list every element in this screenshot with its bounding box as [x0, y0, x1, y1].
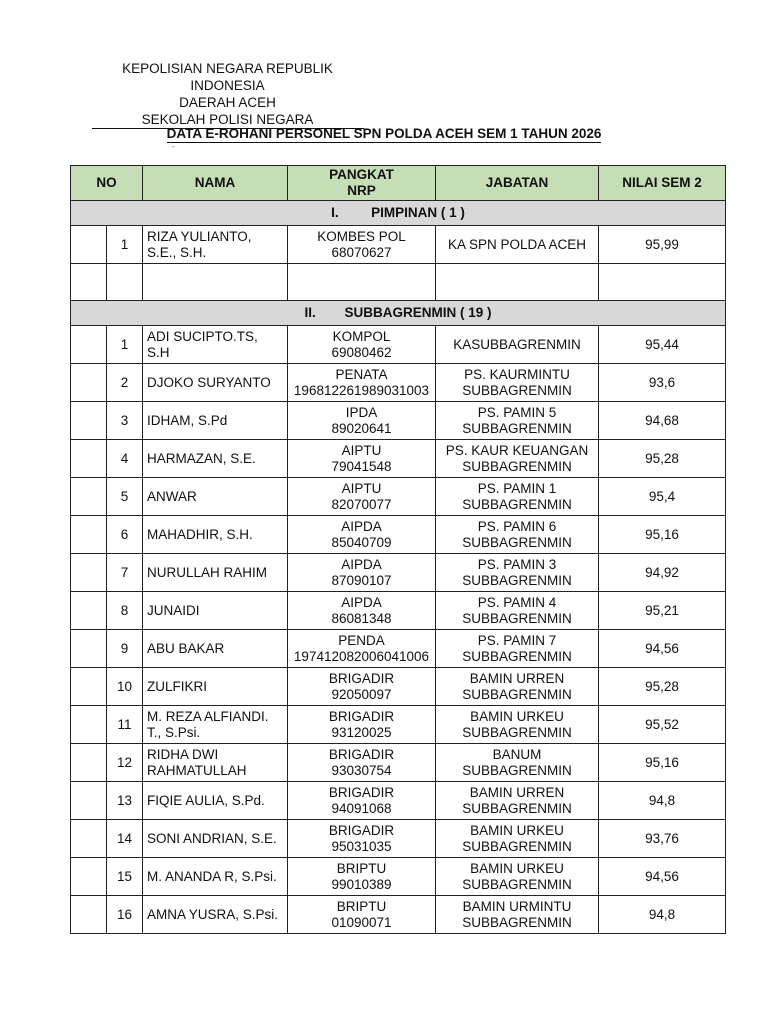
cell-indent: [71, 668, 107, 706]
table-row: [71, 782, 726, 820]
document-title: [0, 126, 768, 141]
table-row: [71, 896, 726, 934]
cell-jabatan-line-1: PS. KAUR KEUANGAN: [445, 442, 589, 458]
cell-nrp: 01090071: [331, 914, 392, 930]
document-title-text: DATA E-ROHANI PERSONEL SPN POLDA ACEH SEM 1 TAHUN 2026: [166, 126, 602, 141]
cell-nilai: 95,28: [599, 440, 726, 478]
cell-nama: ABU BAKAR: [143, 630, 288, 668]
table-row: [71, 554, 726, 592]
cell-no: 12: [107, 744, 143, 782]
cell-pangkat-nrp: [288, 706, 436, 744]
cell-nrp: 99010389: [331, 876, 392, 892]
cell-no: 4: [107, 440, 143, 478]
cell-nrp: 93120025: [331, 724, 392, 740]
cell-nrp: 92050097: [331, 686, 392, 702]
cell-jabatan: [436, 592, 599, 630]
cell-no: 2: [107, 364, 143, 402]
cell-nrp: 196812261989031003: [293, 382, 430, 398]
cell-jabatan-line-2: SUBBAGRENMIN: [462, 572, 572, 588]
cell-jabatan-line-2: SUBBAGRENMIN: [462, 496, 572, 512]
cell-jabatan-line-1: BAMIN URREN: [469, 784, 565, 800]
cell-pangkat: AIPDA: [341, 594, 382, 610]
cell-pangkat-nrp: [288, 326, 436, 364]
cell-jabatan-line-2: SUBBAGRENMIN: [462, 382, 572, 398]
cell-pangkat-nrp: [288, 516, 436, 554]
cell-jabatan-line-2: SUBBAGRENMIN: [462, 838, 572, 854]
cell-no: 14: [107, 820, 143, 858]
cell-jabatan: [436, 440, 599, 478]
section-label: PIMPINAN ( 1 ): [371, 205, 465, 220]
cell-jabatan-line-2: SUBBAGRENMIN: [462, 800, 572, 816]
cell-jabatan-line-2: SUBBAGRENMIN: [462, 534, 572, 550]
cell-indent: [71, 592, 107, 630]
cell-nilai: 94,8: [599, 782, 726, 820]
cell-nama: MAHADHIR, S.H.: [143, 516, 288, 554]
table-row: [71, 668, 726, 706]
cell-nama: NURULLAH RAHIM: [143, 554, 288, 592]
table-row: [71, 516, 726, 554]
cell-no: 6: [107, 516, 143, 554]
personnel-table: [70, 165, 726, 934]
table-row: [71, 744, 726, 782]
blank-cell: [599, 264, 726, 301]
cell-indent: [71, 706, 107, 744]
cell-indent: [71, 516, 107, 554]
cell-no: 1: [107, 326, 143, 364]
cell-nrp: 69080462: [331, 344, 392, 360]
cell-nilai: 94,56: [599, 630, 726, 668]
cell-nilai: 95,21: [599, 592, 726, 630]
cell-jabatan-line-2: SUBBAGRENMIN: [462, 876, 572, 892]
cell-no: 3: [107, 402, 143, 440]
blank-cell: [288, 264, 436, 301]
cell-jabatan-line-2: SUBBAGRENMIN: [462, 420, 572, 436]
cell-pangkat: BRIGADIR: [328, 746, 395, 762]
header-nilai: NILAI SEM 2: [599, 166, 726, 201]
cell-nrp: 89020641: [331, 420, 392, 436]
section-label: SUBBAGRENMIN ( 19 ): [344, 305, 492, 320]
table-body: [71, 201, 726, 934]
cell-jabatan: [436, 782, 599, 820]
table-row: [71, 858, 726, 896]
cell-nama: JUNAIDI: [143, 592, 288, 630]
cell-nama: M. REZA ALFIANDI. T., S.Psi.: [143, 706, 288, 744]
cell-indent: [71, 630, 107, 668]
cell-jabatan: [436, 896, 599, 934]
cell-pangkat: BRIGADIR: [328, 708, 395, 724]
cell-jabatan-line-1: PS. PAMIN 3: [477, 556, 557, 572]
cell-pangkat: AIPDA: [341, 556, 382, 572]
cell-nama: FIQIE AULIA, S.Pd.: [143, 782, 288, 820]
cell-nama: DJOKO SURYANTO: [143, 364, 288, 402]
blank-row: [71, 264, 726, 301]
cell-jabatan-line-2: SUBBAGRENMIN: [462, 762, 572, 778]
cell-no: 16: [107, 896, 143, 934]
cell-jabatan-line-1: PS. KAURMINTU: [464, 366, 570, 382]
cell-nrp: 94091068: [331, 800, 392, 816]
table-header-row: [71, 166, 726, 201]
cell-jabatan-line-1: BAMIN URKEU: [470, 860, 564, 876]
cell-indent: [71, 440, 107, 478]
cell-indent: [71, 326, 107, 364]
table-row: [71, 630, 726, 668]
cell-jabatan: [436, 554, 599, 592]
cell-indent: [71, 858, 107, 896]
cell-pangkat: PENATA: [335, 366, 388, 382]
stray-mark: -: [172, 142, 175, 151]
cell-nama: RIZA YULIANTO, S.E., S.H.: [143, 226, 288, 264]
cell-pangkat-nrp: [288, 668, 436, 706]
cell-indent: [71, 554, 107, 592]
cell-jabatan-line-1: PS. PAMIN 7: [477, 632, 557, 648]
header-no: NO: [71, 166, 143, 201]
cell-jabatan-line-1: BAMIN URKEU: [470, 708, 564, 724]
table-row: [71, 226, 726, 264]
cell-jabatan-line-2: SUBBAGRENMIN: [462, 648, 572, 664]
cell-pangkat: IPDA: [345, 404, 378, 420]
cell-pangkat-nrp: [288, 440, 436, 478]
cell-jabatan-line-1: KASUBBAGRENMIN: [453, 336, 581, 352]
cell-nilai: 95,44: [599, 326, 726, 364]
letterhead: [90, 60, 365, 129]
cell-jabatan: [436, 364, 599, 402]
blank-cell: [71, 264, 107, 301]
cell-nrp: 79041548: [331, 458, 392, 474]
cell-pangkat-nrp: [288, 782, 436, 820]
cell-jabatan-line-2: SUBBAGRENMIN: [462, 610, 572, 626]
table-row: [71, 478, 726, 516]
blank-cell: [436, 264, 599, 301]
cell-nilai: 95,99: [599, 226, 726, 264]
cell-pangkat-nrp: [288, 858, 436, 896]
cell-nrp: 86081348: [331, 610, 392, 626]
cell-indent: [71, 782, 107, 820]
cell-pangkat: BRIPTU: [336, 860, 387, 876]
header-jabatan: JABATAN: [436, 166, 599, 201]
cell-jabatan: [436, 630, 599, 668]
cell-pangkat: KOMBES POL: [317, 228, 406, 244]
letterhead-line-3-text: SEKOLAH POLISI NEGARA: [141, 112, 314, 127]
cell-pangkat: BRIGADIR: [328, 670, 395, 686]
header-pangkat-nrp: [288, 166, 436, 201]
cell-pangkat-nrp: [288, 744, 436, 782]
cell-nilai: 93,6: [599, 364, 726, 402]
cell-jabatan: [436, 858, 599, 896]
section-row: [71, 301, 726, 326]
cell-pangkat: BRIPTU: [336, 898, 387, 914]
table-row: [71, 820, 726, 858]
cell-no: 10: [107, 668, 143, 706]
table-row: [71, 402, 726, 440]
cell-nrp: 95031035: [331, 838, 392, 854]
cell-pangkat-nrp: [288, 592, 436, 630]
cell-jabatan: [436, 226, 599, 264]
cell-nilai: 95,4: [599, 478, 726, 516]
cell-pangkat-nrp: [288, 630, 436, 668]
cell-jabatan-line-1: BANUM: [492, 746, 542, 762]
cell-nilai: 94,68: [599, 402, 726, 440]
cell-indent: [71, 478, 107, 516]
cell-jabatan-line-1: PS. PAMIN 1: [477, 480, 557, 496]
letterhead-line-1: KEPOLISIAN NEGARA REPUBLIK INDONESIA: [122, 61, 333, 93]
cell-jabatan: [436, 668, 599, 706]
cell-nilai: 95,28: [599, 668, 726, 706]
cell-jabatan-line-1: PS. PAMIN 4: [477, 594, 557, 610]
cell-no: 8: [107, 592, 143, 630]
cell-jabatan-line-1: KA SPN POLDA ACEH: [447, 236, 587, 252]
header-nrp: NRP: [347, 183, 376, 198]
cell-jabatan: [436, 820, 599, 858]
cell-nrp: 93030754: [331, 762, 392, 778]
cell-pangkat: AIPTU: [341, 480, 382, 496]
cell-no: 9: [107, 630, 143, 668]
cell-no: 11: [107, 706, 143, 744]
cell-pangkat: KOMPOL: [332, 328, 391, 344]
cell-jabatan: [436, 402, 599, 440]
section-row: [71, 201, 726, 226]
cell-pangkat-nrp: [288, 402, 436, 440]
cell-jabatan-line-1: PS. PAMIN 5: [477, 404, 557, 420]
table-row: [71, 364, 726, 402]
cell-indent: [71, 744, 107, 782]
cell-jabatan-line-1: BAMIN URKEU: [470, 822, 564, 838]
cell-indent: [71, 226, 107, 264]
header-nama: NAMA: [143, 166, 288, 201]
cell-nama: HARMAZAN, S.E.: [143, 440, 288, 478]
section-roman: II.: [304, 305, 316, 320]
cell-nama: RIDHA DWI RAHMATULLAH: [143, 744, 288, 782]
cell-jabatan: [436, 706, 599, 744]
cell-nrp: 85040709: [331, 534, 392, 550]
cell-pangkat-nrp: [288, 364, 436, 402]
cell-pangkat: BRIGADIR: [328, 822, 395, 838]
cell-no: 13: [107, 782, 143, 820]
cell-nama: ANWAR: [143, 478, 288, 516]
cell-jabatan: [436, 744, 599, 782]
cell-nilai: 94,92: [599, 554, 726, 592]
cell-pangkat: AIPDA: [341, 518, 382, 534]
cell-nama: M. ANANDA R, S.Psi.: [143, 858, 288, 896]
header-pangkat: PANGKAT: [329, 167, 394, 182]
cell-indent: [71, 402, 107, 440]
section-roman: I.: [331, 205, 339, 220]
cell-jabatan: [436, 478, 599, 516]
cell-jabatan: [436, 326, 599, 364]
cell-nama: ZULFIKRI: [143, 668, 288, 706]
cell-pangkat-nrp: [288, 478, 436, 516]
cell-jabatan-line-1: BAMIN URREN: [469, 670, 565, 686]
table-row: [71, 440, 726, 478]
table-row: [71, 592, 726, 630]
section-title: [71, 301, 726, 326]
cell-nrp: 197412082006041006: [293, 648, 430, 664]
cell-pangkat: AIPTU: [341, 442, 382, 458]
cell-nama: IDHAM, S.Pd: [143, 402, 288, 440]
cell-pangkat: PENDA: [338, 632, 385, 648]
cell-nrp: 68070627: [331, 244, 392, 260]
cell-nilai: 94,56: [599, 858, 726, 896]
cell-indent: [71, 896, 107, 934]
section-title: [71, 201, 726, 226]
cell-nilai: 95,52: [599, 706, 726, 744]
cell-indent: [71, 820, 107, 858]
letterhead-line-2: DAERAH ACEH: [179, 95, 276, 110]
cell-jabatan-line-2: SUBBAGRENMIN: [462, 458, 572, 474]
cell-jabatan-line-2: SUBBAGRENMIN: [462, 914, 572, 930]
cell-indent: [71, 364, 107, 402]
cell-jabatan-line-1: BAMIN URMINTU: [462, 898, 572, 914]
cell-no: 5: [107, 478, 143, 516]
cell-nama: ADI SUCIPTO.TS, S.H: [143, 326, 288, 364]
cell-no: 7: [107, 554, 143, 592]
cell-jabatan-line-2: SUBBAGRENMIN: [462, 724, 572, 740]
table-row: [71, 326, 726, 364]
cell-nilai: 95,16: [599, 744, 726, 782]
cell-nrp: 82070077: [331, 496, 392, 512]
blank-cell: [107, 264, 143, 301]
blank-cell: [143, 264, 288, 301]
cell-nilai: 94,8: [599, 896, 726, 934]
cell-pangkat-nrp: [288, 820, 436, 858]
cell-no: 15: [107, 858, 143, 896]
cell-jabatan-line-2: SUBBAGRENMIN: [462, 686, 572, 702]
cell-nilai: 95,16: [599, 516, 726, 554]
cell-pangkat: BRIGADIR: [328, 784, 395, 800]
cell-nama: SONI ANDRIAN, S.E.: [143, 820, 288, 858]
cell-nrp: 87090107: [331, 572, 392, 588]
table-row: [71, 706, 726, 744]
cell-jabatan: [436, 516, 599, 554]
cell-pangkat-nrp: [288, 896, 436, 934]
cell-pangkat-nrp: [288, 226, 436, 264]
cell-pangkat-nrp: [288, 554, 436, 592]
cell-nama: AMNA YUSRA, S.Psi.: [143, 896, 288, 934]
cell-jabatan-line-1: PS. PAMIN 6: [477, 518, 557, 534]
cell-nilai: 93,76: [599, 820, 726, 858]
cell-no: 1: [107, 226, 143, 264]
